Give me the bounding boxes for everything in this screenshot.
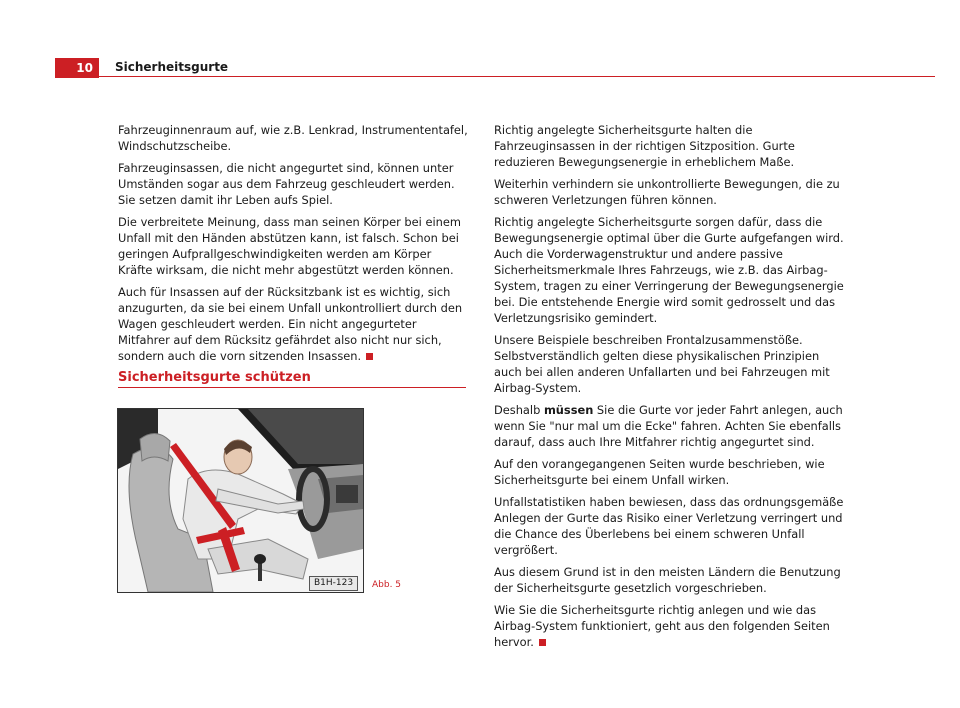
paragraph: Fahrzeuginnenraum auf, wie z.B. Lenkrad, Instrumententafel, Windschutzscheibe. [118,123,468,153]
section-title: Sicherheitsgurte schützen [118,370,466,388]
paragraph-text: Auch für Insassen auf der Rücksitzbank ist es wichtig, sich anzugurten, da sie bei einem Unfall unkontrolliert durch den Wagen geschleudert werden. Ein nicht angegurteter Mitfahrer auf dem Rücksitz gefährdet also nicht nur sich, sondern auch die vorn sitzenden Insassen. [118,285,463,363]
emphasis-text: müssen [543,403,594,417]
page-number: 10 [55,58,99,78]
paragraph: Weiterhin verhindern sie unkontrollierte Bewegungen, die zu schweren Verletzungen führen können. [494,177,840,207]
paragraph: Richtig angelegte Sicherheitsgurte halten die Fahrzeuginsassen in der richtigen Sitzposition. Gurte reduzieren Bewegungsenergie in erheblichem Maße. [494,123,795,169]
paragraph: Unfallstatistiken haben bewiesen, dass das ordnungsgemäße Anlegen der Gurte das Risiko einer Verletzung verringert und die Chance des Überlebens bei einem schweren Unfall vergrößert. [494,495,844,557]
figure-image [117,408,364,593]
page-header [55,58,935,78]
paragraph [494,402,844,450]
left-column [118,122,468,370]
paragraph: Unsere Beispiele beschreiben Frontalzusammenstöße. Selbstverständlich gelten diese physikalischen Prinzipien auch bei allen anderen Unfallarten und bei Fahrzeugen mit Airbag-System. [494,333,830,395]
header-rule [99,76,935,77]
seatbelt-illustration [118,409,363,592]
paragraph: Richtig angelegte Sicherheitsgurte sorgen dafür, dass die Bewegungsenergie optimal über die Gurte aufgefangen wird. Auch die Vorderwagenstruktur und andere passive Sicherheitsmerkmale Ihres Fahrzeugs, wie z.B. das Airbag-System, tragen zu einer Verringerung der Bewegungsenergie bei. Die entstehende Energie wird somit gedrosselt und das Verletzungsrisiko gemindert. [494,215,844,325]
figure-caption: Abb. 5 [372,580,402,590]
paragraph: Die verbreitete Meinung, dass man seinen Körper bei einem Unfall mit den Händen abstützen kann, ist falsch. Schon bei geringen Aufprallgeschwindigkeiten werden am Körper Kräfte wirksam, die nicht mehr abgestützt werden können. [118,215,461,277]
section-end-mark [539,639,546,646]
paragraph-text: Sie die Gurte vor jeder Fahrt anlegen, auch wenn Sie "nur mal um die Ecke" fahren. Achten Sie ebenfalls darauf, dass auch Ihre Mitfahrer richtig angegurtet sind. [494,403,843,449]
paragraph: Aus diesem Grund ist in den meisten Ländern die Benutzung der Sicherheitsgurte gesetzlich vorgeschrieben. [494,565,841,595]
paragraph: Auf den vorangegangenen Seiten wurde beschrieben, wie Sicherheitsgurte bei einem Unfall wirken. [494,457,825,487]
paragraph [118,284,468,364]
right-column [494,122,844,656]
paragraph-text: Deshalb [494,403,544,417]
paragraph: Fahrzeuginsassen, die nicht angegurtet sind, können unter Umständen sogar aus dem Fahrzeug geschleudert werden. Sie setzen damit ihr Leben aufs Spiel. [118,161,455,207]
chapter-title: Sicherheitsgurte [115,60,229,74]
paragraph [494,602,844,650]
section-end-mark [366,353,373,360]
paragraph-text: Wie Sie die Sicherheitsgurte richtig anlegen und wie das Airbag-System funktioniert, geht aus den folgenden Seiten hervor. [494,603,830,649]
figure-code-label: B1H-123 [309,576,358,591]
